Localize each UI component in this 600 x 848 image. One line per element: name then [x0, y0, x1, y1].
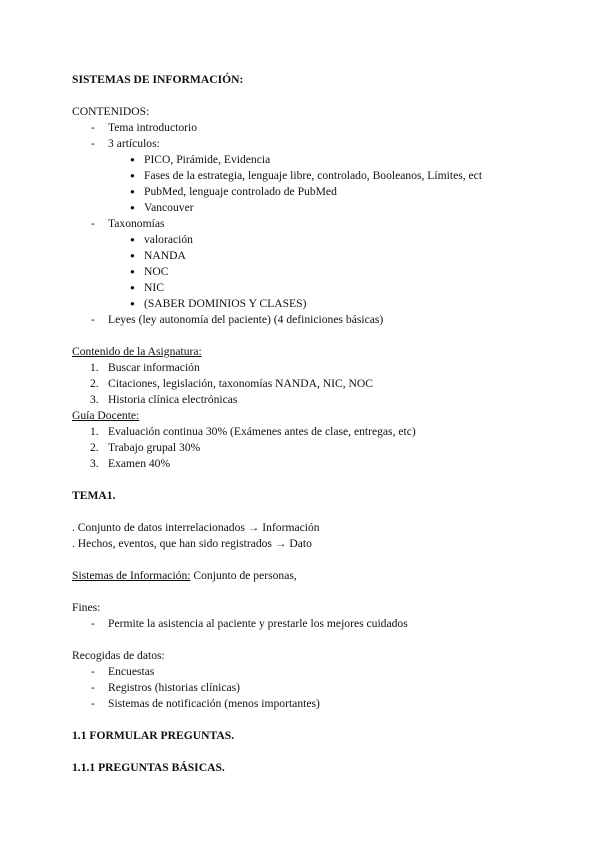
- dash-marker: -: [91, 217, 95, 230]
- list-item: Encuestas: [108, 665, 155, 678]
- list-item: Permite la asistencia al paciente y prestarle los mejores cuidados: [108, 617, 408, 630]
- sub-list-item: PubMed, lenguaje controlado de PubMed: [144, 185, 337, 198]
- paragraph-line: . Hechos, eventos, que han sido registrados → Dato: [72, 537, 312, 550]
- sub-list-item: PICO, Pirámide, Evidencia: [144, 153, 271, 166]
- recogidas-label: Recogidas de datos:: [72, 649, 165, 662]
- list-item: Tema introductorio: [108, 121, 198, 134]
- dash-marker: -: [91, 617, 95, 630]
- dash-marker: -: [91, 137, 95, 150]
- number-marker: 2.: [90, 441, 99, 454]
- sistemas-text: Conjunto de personas,: [190, 569, 297, 582]
- dash-marker: -: [91, 121, 95, 134]
- sistemas-paragraph: [72, 569, 297, 583]
- list-item: 3 artículos:: [108, 137, 160, 150]
- page-title: SISTEMAS DE INFORMACIÓN:: [72, 73, 244, 86]
- sub-list-item: NOC: [144, 265, 169, 278]
- bullet-icon: ●: [130, 251, 135, 260]
- list-item: Historia clínica electrónicas: [108, 393, 238, 406]
- list-item: Registros (historias clínicas): [108, 681, 241, 694]
- list-item: Trabajo grupal 30%: [108, 441, 201, 454]
- paragraph-line: . Conjunto de datos interrelacionados → Información: [72, 521, 320, 534]
- sistemas-label: Sistemas de Información:: [72, 569, 191, 582]
- number-marker: 1.: [90, 425, 99, 438]
- guia-docente-label: Guía Docente:: [72, 409, 140, 422]
- number-marker: 1.: [90, 361, 99, 374]
- contenidos-label: CONTENIDOS:: [72, 105, 150, 118]
- sub-list-item: NANDA: [144, 249, 186, 262]
- list-item: Citaciones, legislación, taxonomías NANDA, NIC, NOC: [108, 377, 374, 390]
- list-item: Leyes (ley autonomía del paciente) (4 definiciones básicas): [108, 313, 384, 326]
- fines-label: Fines:: [72, 601, 101, 614]
- sub-list-item: valoración: [144, 233, 193, 246]
- list-item: Examen 40%: [108, 457, 171, 470]
- bullet-icon: ●: [130, 187, 135, 196]
- section-heading: 1.1 FORMULAR PREGUNTAS.: [72, 729, 235, 742]
- dash-marker: -: [91, 681, 95, 694]
- number-marker: 2.: [90, 377, 99, 390]
- sub-list-item: NIC: [144, 281, 164, 294]
- bullet-icon: ●: [130, 299, 135, 308]
- bullet-icon: ●: [130, 283, 135, 292]
- list-item: Taxonomías: [108, 217, 165, 230]
- list-item: Buscar información: [108, 361, 200, 374]
- section-heading: 1.1.1 PREGUNTAS BÁSICAS.: [72, 761, 225, 774]
- dash-marker: -: [91, 313, 95, 326]
- sub-list-item: Vancouver: [144, 201, 194, 214]
- dash-marker: -: [91, 697, 95, 710]
- sub-list-item: (SABER DOMINIOS Y CLASES): [144, 297, 307, 310]
- asignatura-label: Contenido de la Asignatura:: [72, 345, 202, 358]
- bullet-icon: ●: [130, 203, 135, 212]
- bullet-icon: ●: [130, 171, 135, 180]
- number-marker: 3.: [90, 393, 99, 406]
- tema1-heading: TEMA1.: [72, 489, 116, 502]
- bullet-icon: ●: [130, 267, 135, 276]
- list-item: Evaluación continua 30% (Exámenes antes de clase, entregas, etc): [108, 425, 416, 438]
- bullet-icon: ●: [130, 235, 135, 244]
- dash-marker: -: [91, 665, 95, 678]
- number-marker: 3.: [90, 457, 99, 470]
- bullet-icon: ●: [130, 155, 135, 164]
- sub-list-item: Fases de la estrategia, lenguaje libre, controlado, Booleanos, Límites, ect: [144, 169, 483, 182]
- list-item: Sistemas de notificación (menos importantes): [108, 697, 320, 710]
